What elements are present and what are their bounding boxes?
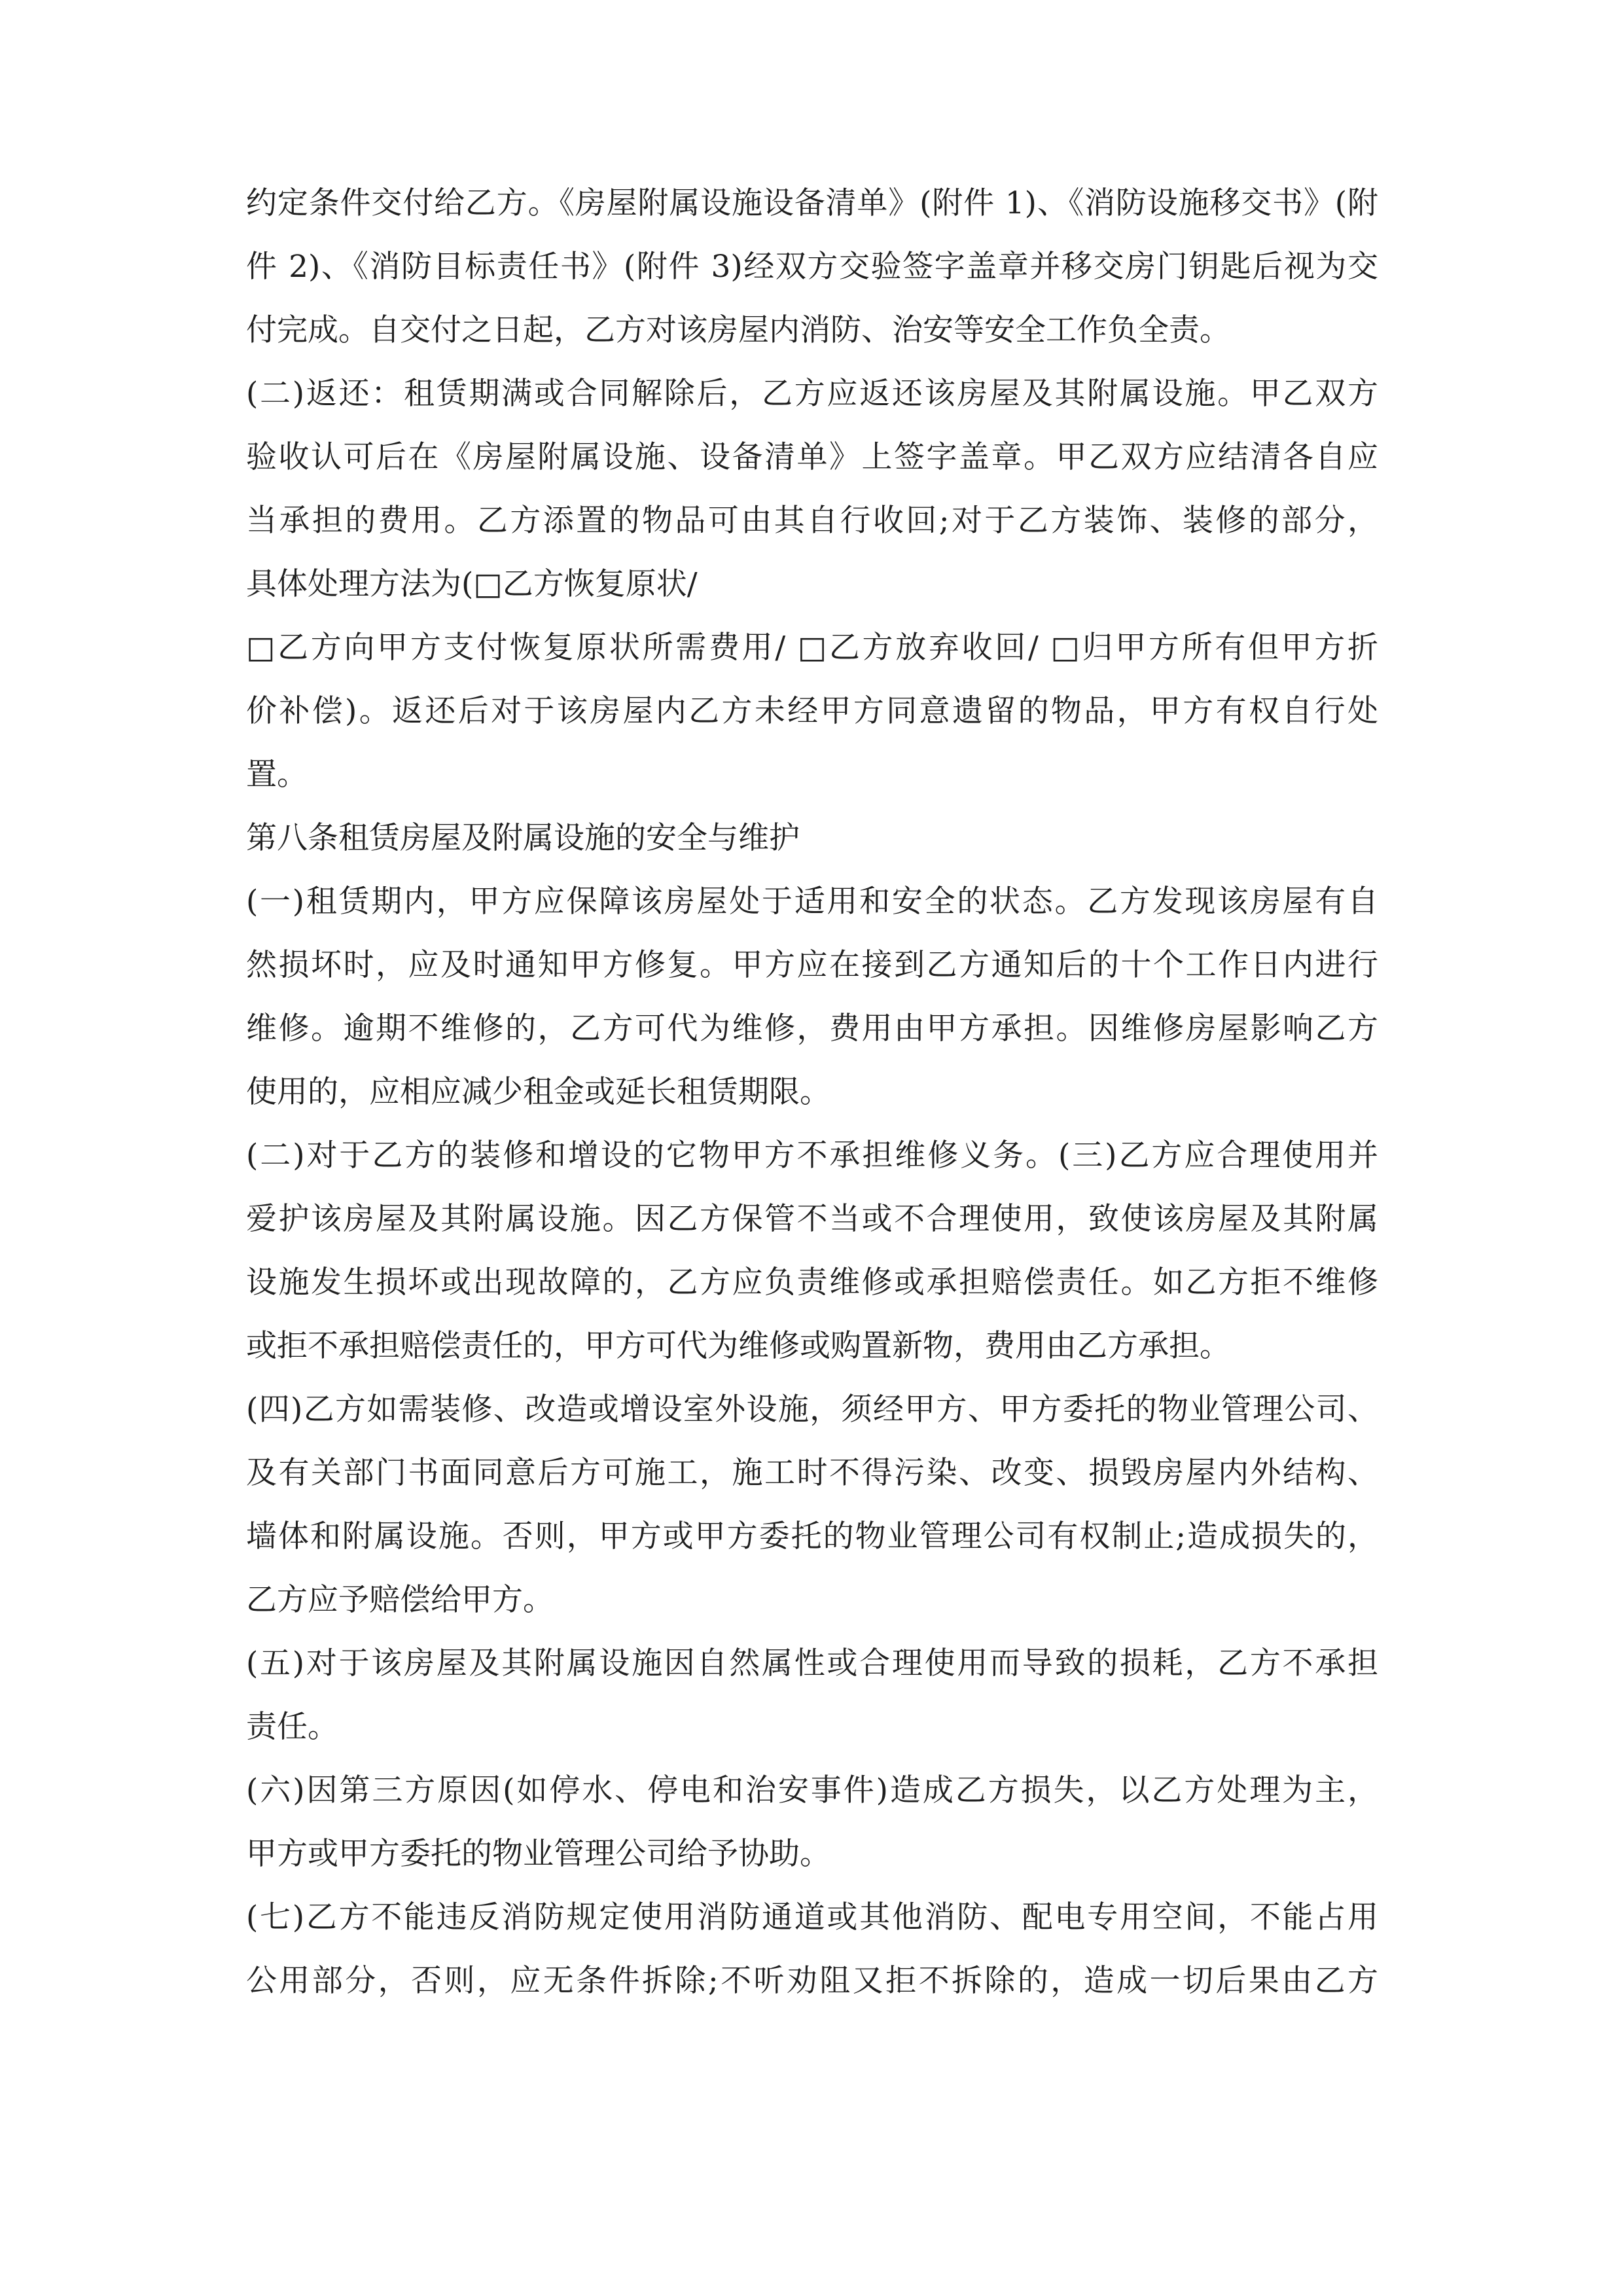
text-line: 责任。 <box>246 1709 338 1745</box>
text-line: 甲方或甲方委托的物业管理公司给予协助。 <box>246 1836 830 1872</box>
text-line: 验收认可后在《房屋附属设施、设备清单》上签字盖章。甲乙双方应结清各自应 <box>246 439 1378 475</box>
text-line: 付完成。自交付之日起，乙方对该房屋内消防、治安等安全工作负全责。 <box>246 312 1230 348</box>
text-line: 然损坏时，应及时通知甲方修复。甲方应在接到乙方通知后的十个工作日内进行 <box>246 947 1378 983</box>
text-line: 置。 <box>246 757 308 793</box>
text-line: 及有关部门书面同意后方可施工，施工时不得污染、改变、损毁房屋内外结构、 <box>246 1455 1378 1491</box>
text-line: 件 2)、《消防目标责任书》(附件 3)经双方交验签字盖章并移交房门钥匙后视为交 <box>246 249 1378 285</box>
text-line: (二)对于乙方的装修和增设的它物甲方不承担维修义务。(三)乙方应合理使用并 <box>246 1138 1378 1174</box>
text-line: (四)乙方如需装修、改造或增设室外设施，须经甲方、甲方委托的物业管理公司、 <box>246 1391 1378 1427</box>
text-line: 墙体和附属设施。否则，甲方或甲方委托的物业管理公司有权制止;造成损失的， <box>246 1518 1378 1554</box>
text-line: (一)租赁期内，甲方应保障该房屋处于适用和安全的状态。乙方发现该房屋有自 <box>246 884 1378 920</box>
text-line: 维修。逾期不维修的，乙方可代为维修，费用由甲方承担。因维修房屋影响乙方 <box>246 1011 1378 1047</box>
text-line: 爱护该房屋及其附属设施。因乙方保管不当或不合理使用，致使该房屋及其附属 <box>246 1201 1378 1237</box>
text-line: 乙方应予赔偿给甲方。 <box>246 1582 554 1618</box>
text-line: 或拒不承担赔偿责任的，甲方可代为维修或购置新物，费用由乙方承担。 <box>246 1328 1230 1364</box>
text-line: (五)对于该房屋及其附属设施因自然属性或合理使用而导致的损耗，乙方不承担 <box>246 1645 1378 1681</box>
text-line: 第八条租赁房屋及附属设施的安全与维护 <box>246 820 800 856</box>
text-line: 具体处理方法为(□乙方恢复原状/ <box>246 566 698 602</box>
text-line: 价补偿)。返还后对于该房屋内乙方未经甲方同意遗留的物品，甲方有权自行处 <box>246 693 1378 729</box>
text-line: (七)乙方不能违反消防规定使用消防通道或其他消防、配电专用空间，不能占用 <box>246 1899 1378 1935</box>
text-line: 公用部分，否则，应无条件拆除;不听劝阻又拒不拆除的，造成一切后果由乙方 <box>246 1963 1378 1999</box>
text-line: 使用的，应相应减少租金或延长租赁期限。 <box>246 1074 830 1110</box>
document-body <box>246 171 1378 2013</box>
text-line: 当承担的费用。乙方添置的物品可由其自行收回;对于乙方装饰、装修的部分， <box>246 503 1378 539</box>
text-line: □乙方向甲方支付恢复原状所需费用/ □乙方放弃收回/ □归甲方所有但甲方折 <box>246 630 1378 666</box>
text-line: 设施发生损坏或出现故障的，乙方应负责维修或承担赔偿责任。如乙方拒不维修 <box>246 1265 1378 1300</box>
text-line: (二)返还：租赁期满或合同解除后，乙方应返还该房屋及其附属设施。甲乙双方 <box>246 376 1378 412</box>
text-line: (六)因第三方原因(如停水、停电和治安事件)造成乙方损失，以乙方处理为主， <box>246 1772 1378 1808</box>
text-line: 约定条件交付给乙方。《房屋附属设施设备清单》(附件 1)、《消防设施移交书》(附 <box>246 185 1378 221</box>
